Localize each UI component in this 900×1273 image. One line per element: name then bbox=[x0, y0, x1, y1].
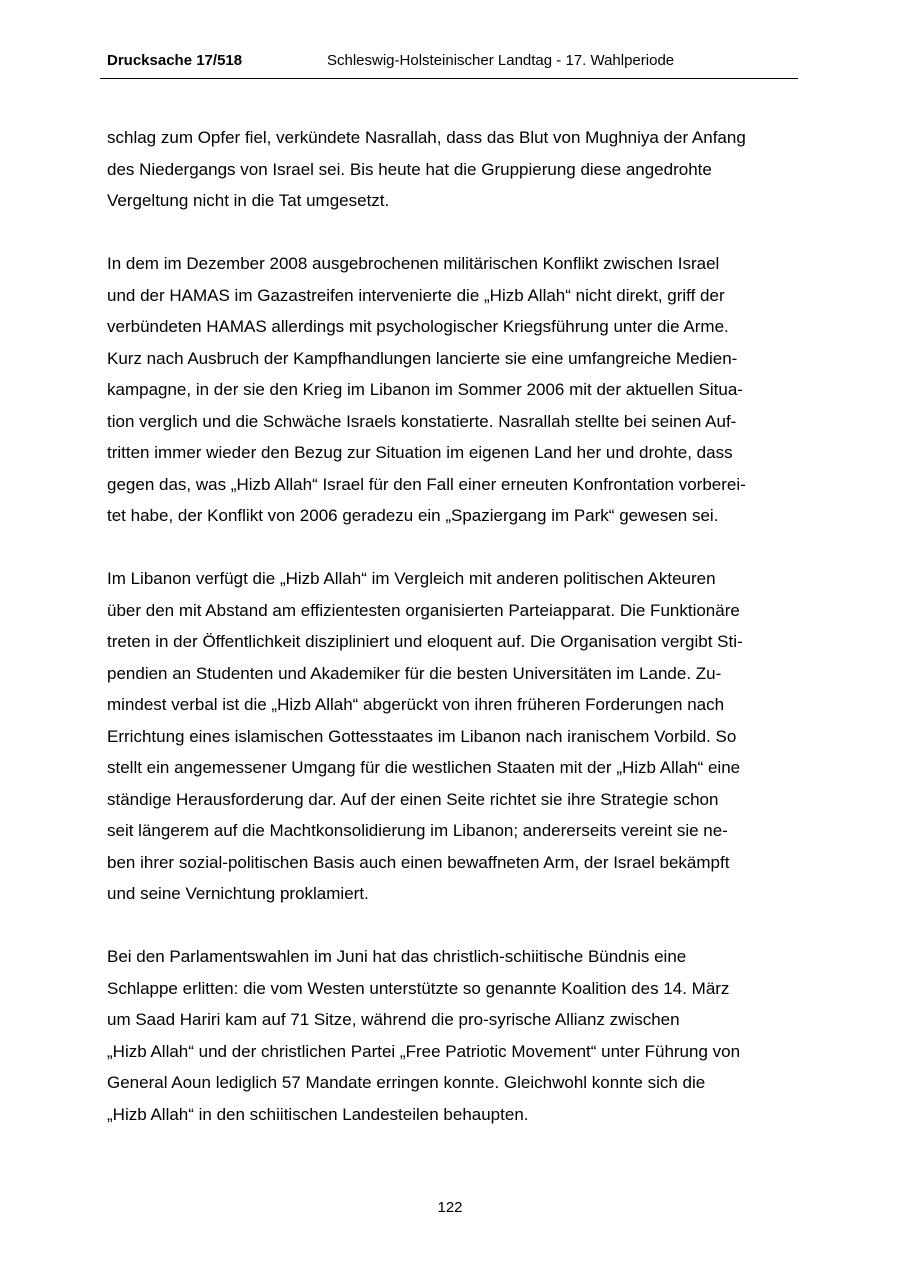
text-line: stellt ein angemessener Umgang für die westlichen Staaten mit der „Hizb Allah“ eine bbox=[107, 758, 741, 777]
page-number: 122 bbox=[437, 1199, 463, 1216]
text-line: Schlappe erlitten: die vom Westen unterstützte so genannte Koalition des 14. März bbox=[107, 978, 730, 998]
text-line: Vergeltung nicht in die Tat umgesetzt. bbox=[107, 191, 390, 210]
text-line: In dem im Dezember 2008 ausgebrochenen militärischen Konflikt zwischen Israel bbox=[107, 254, 720, 273]
text-line: „Hizb Allah“ in den schiitischen Landesteilen behaupten. bbox=[107, 1104, 529, 1124]
text-line: treten in der Öffentlichkeit diszipliniert und eloquent auf. Die Organisation vergibt Sti- bbox=[107, 632, 743, 651]
text-line: und seine Vernichtung proklamiert. bbox=[107, 884, 369, 903]
text-line: ständige Herausforderung dar. Auf der einen Seite richtet sie ihre Strategie schon bbox=[107, 789, 719, 809]
text-line: des Niedergangs von Israel sei. Bis heute hat die Gruppierung diese angedrohte bbox=[107, 159, 712, 179]
text-line: ben ihrer sozial-politischen Basis auch einen bewaffneten Arm, der Israel bekämpft bbox=[107, 852, 730, 872]
text-line: Im Libanon verfügt die „Hizb Allah“ im Vergleich mit anderen politischen Akteuren bbox=[107, 569, 716, 588]
text-line: verbündeten HAMAS allerdings mit psychologischer Kriegsführung unter die Arme. bbox=[107, 317, 729, 336]
text-line: kampagne, in der sie den Krieg im Libanon im Sommer 2006 mit der aktuellen Situa- bbox=[107, 380, 743, 399]
document-body bbox=[107, 122, 797, 1162]
text-line: schlag zum Opfer fiel, verkündete Nasrallah, dass das Blut von Mughniya der Anfang bbox=[107, 128, 746, 147]
document-source: Schleswig-Holsteinischer Landtag - 17. Wahlperiode bbox=[327, 52, 675, 69]
text-line: Errichtung eines islamischen Gottesstaates im Libanon nach iranischem Vorbild. So bbox=[107, 726, 737, 746]
page-header bbox=[100, 52, 798, 79]
paragraph-2 bbox=[107, 248, 797, 532]
text-line: tion verglich und die Schwäche Israels konstatierte. Nasrallah stellte bei seinen Auf- bbox=[107, 411, 737, 431]
text-line: „Hizb Allah“ und der christlichen Partei „Free Patriotic Movement“ unter Führung von bbox=[107, 1041, 741, 1061]
paragraph-4 bbox=[107, 941, 797, 1130]
paragraph-1 bbox=[107, 122, 797, 217]
text-line: mindest verbal ist die „Hizb Allah“ abgerückt von ihren früheren Forderungen nach bbox=[107, 695, 725, 714]
text-line: pendien an Studenten und Akademiker für die besten Universitäten im Lande. Zu- bbox=[107, 663, 722, 683]
text-line: Kurz nach Ausbruch der Kampfhandlungen lancierte sie eine umfangreiche Medien- bbox=[107, 348, 738, 368]
text-line: gegen das, was „Hizb Allah“ Israel für den Fall einer erneuten Konfrontation vorberei- bbox=[107, 474, 746, 494]
paragraph-3 bbox=[107, 563, 797, 910]
text-line: tritten immer wieder den Bezug zur Situation im eigenen Land her und drohte, dass bbox=[107, 443, 733, 462]
text-line: General Aoun lediglich 57 Mandate erringen konnte. Gleichwohl konnte sich die bbox=[107, 1073, 706, 1092]
document-number: Drucksache 17/518 bbox=[107, 52, 243, 69]
text-line: um Saad Hariri kam auf 71 Sitze, während die pro-syrische Allianz zwischen bbox=[107, 1010, 680, 1029]
text-line: und der HAMAS im Gazastreifen intervenierte die „Hizb Allah“ nicht direkt, griff der bbox=[107, 285, 725, 305]
text-line: seit längerem auf die Machtkonsolidierung im Libanon; andererseits vereint sie ne- bbox=[107, 821, 728, 840]
text-line: Bei den Parlamentswahlen im Juni hat das christlich-schiitische Bündnis eine bbox=[107, 947, 687, 966]
text-line: über den mit Abstand am effizientesten organisierten Parteiapparat. Die Funktionäre bbox=[107, 600, 740, 620]
text-line: tet habe, der Konflikt von 2006 geradezu ein „Spaziergang im Park“ gewesen sei. bbox=[107, 506, 719, 525]
